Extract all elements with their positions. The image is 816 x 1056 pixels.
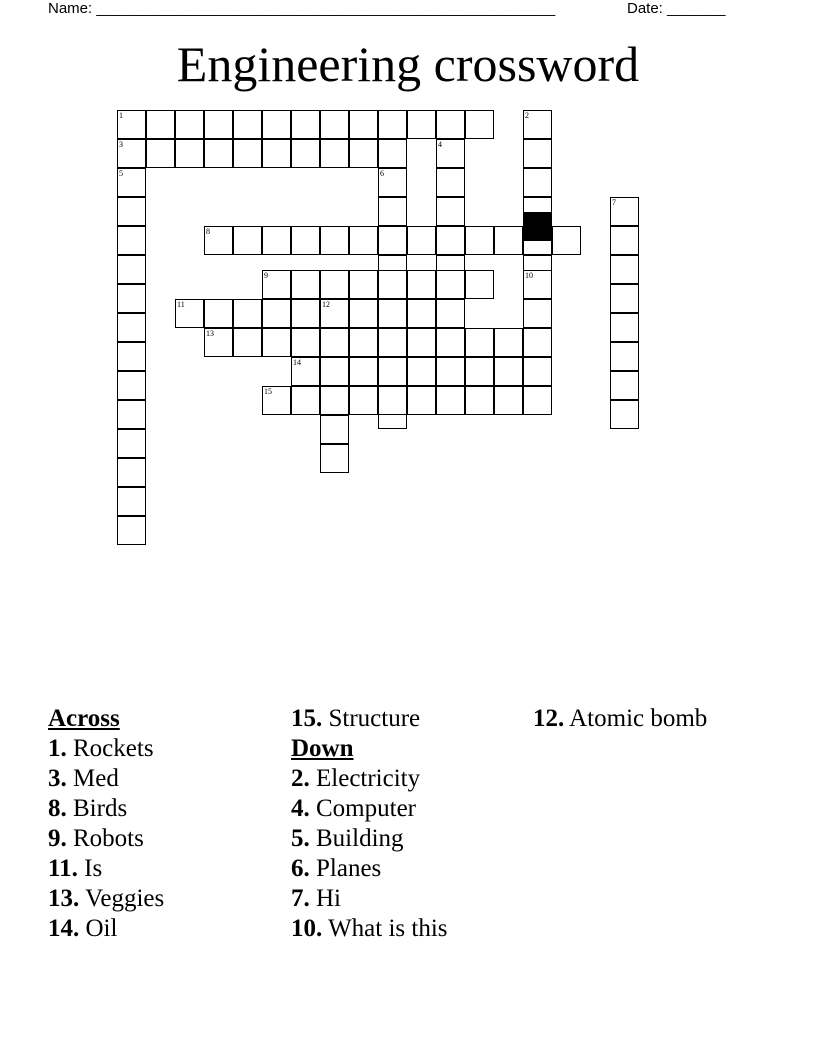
clue-number-label: 12 <box>322 299 330 309</box>
grid-cell[interactable] <box>349 226 378 255</box>
clues-column-1 <box>48 704 164 944</box>
grid-cell[interactable] <box>378 197 407 226</box>
grid-cell[interactable] <box>349 139 378 168</box>
grid-cell[interactable] <box>378 299 407 328</box>
grid-cell[interactable] <box>291 299 320 328</box>
grid-cell[interactable] <box>494 357 523 386</box>
grid-cell[interactable] <box>262 226 291 255</box>
down-heading: Down <box>291 735 354 762</box>
grid-cell[interactable] <box>117 342 146 371</box>
grid-cell[interactable] <box>175 139 204 168</box>
grid-cell[interactable] <box>436 357 465 386</box>
clue-down-5: 5. Building <box>291 825 404 852</box>
clue-across-8: 8. Birds <box>48 795 128 822</box>
grid-cell[interactable] <box>436 168 465 197</box>
grid-cell[interactable] <box>117 313 146 342</box>
grid-cell[interactable] <box>610 197 639 226</box>
clue-across-11: 11. Is <box>48 855 103 882</box>
grid-cell[interactable] <box>378 386 407 415</box>
grid-cell[interactable] <box>378 328 407 357</box>
page-title: Engineering crossword <box>176 36 640 92</box>
grid-cell[interactable] <box>291 386 320 415</box>
grid-cell[interactable] <box>320 139 349 168</box>
grid-cell[interactable] <box>349 386 378 415</box>
grid-cell[interactable] <box>233 328 262 357</box>
clue-down-7: 7. Hi <box>291 885 341 912</box>
grid-cell[interactable] <box>262 386 291 415</box>
grid-cell[interactable] <box>494 386 523 415</box>
grid-cell[interactable] <box>320 386 349 415</box>
grid-cell[interactable] <box>117 371 146 400</box>
clue-number-label: 7 <box>612 198 616 207</box>
clue-across-13: 13. Veggies <box>48 885 165 912</box>
grid-cell[interactable] <box>610 313 639 342</box>
grid-cell[interactable] <box>320 328 349 357</box>
clue-number-label: 14 <box>293 357 301 367</box>
grid-cell[interactable] <box>117 429 146 458</box>
grid-cell[interactable] <box>233 299 262 328</box>
grid-cell[interactable] <box>233 139 262 168</box>
grid-cell[interactable] <box>523 139 552 168</box>
grid-cell[interactable] <box>117 197 146 226</box>
grid-cell[interactable] <box>494 328 523 357</box>
grid-cell[interactable] <box>349 299 378 328</box>
clue-across-3: 3. Med <box>48 765 119 792</box>
grid-cell[interactable] <box>436 386 465 415</box>
black-cell <box>523 212 552 241</box>
grid-cell[interactable] <box>204 328 233 357</box>
grid-cell[interactable] <box>320 226 349 255</box>
grid-cell[interactable] <box>117 110 146 139</box>
clue-across-9: 9. Robots <box>48 825 144 852</box>
grid-cell[interactable] <box>407 386 436 415</box>
grid-cell[interactable] <box>204 299 233 328</box>
grid-cell[interactable] <box>291 226 320 255</box>
clue-number-label: 11 <box>177 299 185 309</box>
grid-cell[interactable] <box>204 110 233 139</box>
grid-cell[interactable] <box>291 110 320 139</box>
clue-number-label: 15 <box>264 386 272 396</box>
grid-cell[interactable] <box>465 226 494 255</box>
grid-cell[interactable] <box>436 226 465 255</box>
grid-cell[interactable] <box>407 299 436 328</box>
name-field-line[interactable]: Name: _______________________________________________________ <box>48 0 556 17</box>
clue-number-label: 8 <box>206 227 210 236</box>
grid-cell[interactable] <box>378 168 407 197</box>
grid-cell[interactable] <box>610 400 639 429</box>
clue-number-label: 4 <box>438 140 442 149</box>
grid-cell[interactable] <box>117 458 146 487</box>
grid-cell[interactable] <box>262 328 291 357</box>
grid-cell[interactable] <box>320 444 349 473</box>
grid-cell[interactable] <box>262 110 291 139</box>
clue-down-4: 4. Computer <box>291 795 416 822</box>
grid-cell[interactable] <box>320 357 349 386</box>
grid-cell[interactable] <box>523 270 552 299</box>
grid-cell[interactable] <box>378 226 407 255</box>
grid-cell[interactable] <box>436 197 465 226</box>
grid-cell[interactable] <box>349 110 378 139</box>
grid-cell[interactable] <box>117 139 146 168</box>
grid-cell[interactable] <box>320 415 349 444</box>
grid-cell[interactable] <box>494 226 523 255</box>
grid-cell[interactable] <box>291 328 320 357</box>
grid-cell[interactable] <box>407 328 436 357</box>
grid-cell[interactable] <box>117 255 146 284</box>
across-heading: Across <box>48 705 120 732</box>
grid-cell[interactable] <box>117 226 146 255</box>
grid-cell[interactable] <box>523 357 552 386</box>
grid-cell[interactable] <box>436 328 465 357</box>
grid-cell[interactable] <box>436 110 465 139</box>
grid-cell[interactable] <box>523 299 552 328</box>
grid-cell[interactable] <box>204 139 233 168</box>
grid-cell[interactable] <box>320 270 349 299</box>
clue-across-1: 1. Rockets <box>48 735 154 762</box>
clue-down-6: 6. Planes <box>291 855 382 882</box>
grid-cell[interactable] <box>349 328 378 357</box>
grid-cell[interactable] <box>175 299 204 328</box>
grid-cell[interactable] <box>291 357 320 386</box>
clue-number-label: 5 <box>119 169 123 178</box>
clues-column-2 <box>291 704 448 944</box>
grid-cell[interactable] <box>523 328 552 357</box>
clue-down-10: 10. What is this <box>291 915 448 942</box>
date-field-line[interactable]: Date: _______ <box>627 0 726 17</box>
clue-number-label: 10 <box>525 270 533 280</box>
grid-cell[interactable] <box>262 270 291 299</box>
clues-column-3 <box>533 704 707 734</box>
grid-cell[interactable] <box>610 255 639 284</box>
grid-cell[interactable] <box>378 357 407 386</box>
grid-cell[interactable] <box>175 110 204 139</box>
grid-cell[interactable] <box>146 139 175 168</box>
clue-down-12: 12. Atomic bomb <box>533 705 708 732</box>
grid-cell[interactable] <box>320 299 349 328</box>
grid-cell[interactable] <box>378 110 407 139</box>
clue-number-label: 13 <box>206 328 214 338</box>
grid-cell[interactable] <box>117 400 146 429</box>
grid-cell[interactable] <box>204 226 233 255</box>
grid-cell[interactable] <box>117 284 146 313</box>
grid-cell[interactable] <box>407 357 436 386</box>
grid-cell[interactable] <box>407 110 436 139</box>
grid-cell[interactable] <box>262 139 291 168</box>
clue-number-label: 9 <box>264 270 268 280</box>
grid-cell[interactable] <box>465 386 494 415</box>
grid-cell[interactable] <box>436 299 465 328</box>
grid-cell[interactable] <box>262 299 291 328</box>
grid-cell[interactable] <box>117 487 146 516</box>
grid-cell[interactable] <box>233 226 262 255</box>
grid-cell[interactable] <box>436 270 465 299</box>
clue-down-2: 2. Electricity <box>291 765 421 792</box>
grid-cell[interactable] <box>378 270 407 299</box>
grid-cell[interactable] <box>552 226 581 255</box>
grid-cell[interactable] <box>523 386 552 415</box>
grid-cell[interactable] <box>117 168 146 197</box>
clue-number-label: 3 <box>119 140 123 149</box>
grid-cell[interactable] <box>378 139 407 168</box>
grid-cell[interactable] <box>610 226 639 255</box>
grid-cell[interactable] <box>407 226 436 255</box>
grid-cell[interactable] <box>465 328 494 357</box>
grid-cell[interactable] <box>610 371 639 400</box>
grid-cell[interactable] <box>291 139 320 168</box>
grid-cell[interactable] <box>320 110 349 139</box>
grid-cell[interactable] <box>465 110 494 139</box>
grid-cell[interactable] <box>233 110 262 139</box>
grid-cell[interactable] <box>610 284 639 313</box>
grid-cell[interactable] <box>610 342 639 371</box>
grid-cell[interactable] <box>465 270 494 299</box>
clue-number-label: 6 <box>380 169 384 178</box>
grid-cell[interactable] <box>523 110 552 139</box>
grid-cell[interactable] <box>407 270 436 299</box>
grid-cell[interactable] <box>117 516 146 545</box>
clue-across-15: 15. Structure <box>291 705 421 732</box>
clue-across-14: 14. Oil <box>48 915 118 942</box>
clue-number-label: 2 <box>525 111 529 120</box>
grid-cell[interactable] <box>291 270 320 299</box>
clue-number-label: 1 <box>119 111 123 120</box>
grid-cell[interactable] <box>523 168 552 197</box>
grid-cell[interactable] <box>465 357 494 386</box>
grid-cell[interactable] <box>349 270 378 299</box>
grid-cell[interactable] <box>436 139 465 168</box>
grid-cell[interactable] <box>146 110 175 139</box>
grid-cell[interactable] <box>349 357 378 386</box>
